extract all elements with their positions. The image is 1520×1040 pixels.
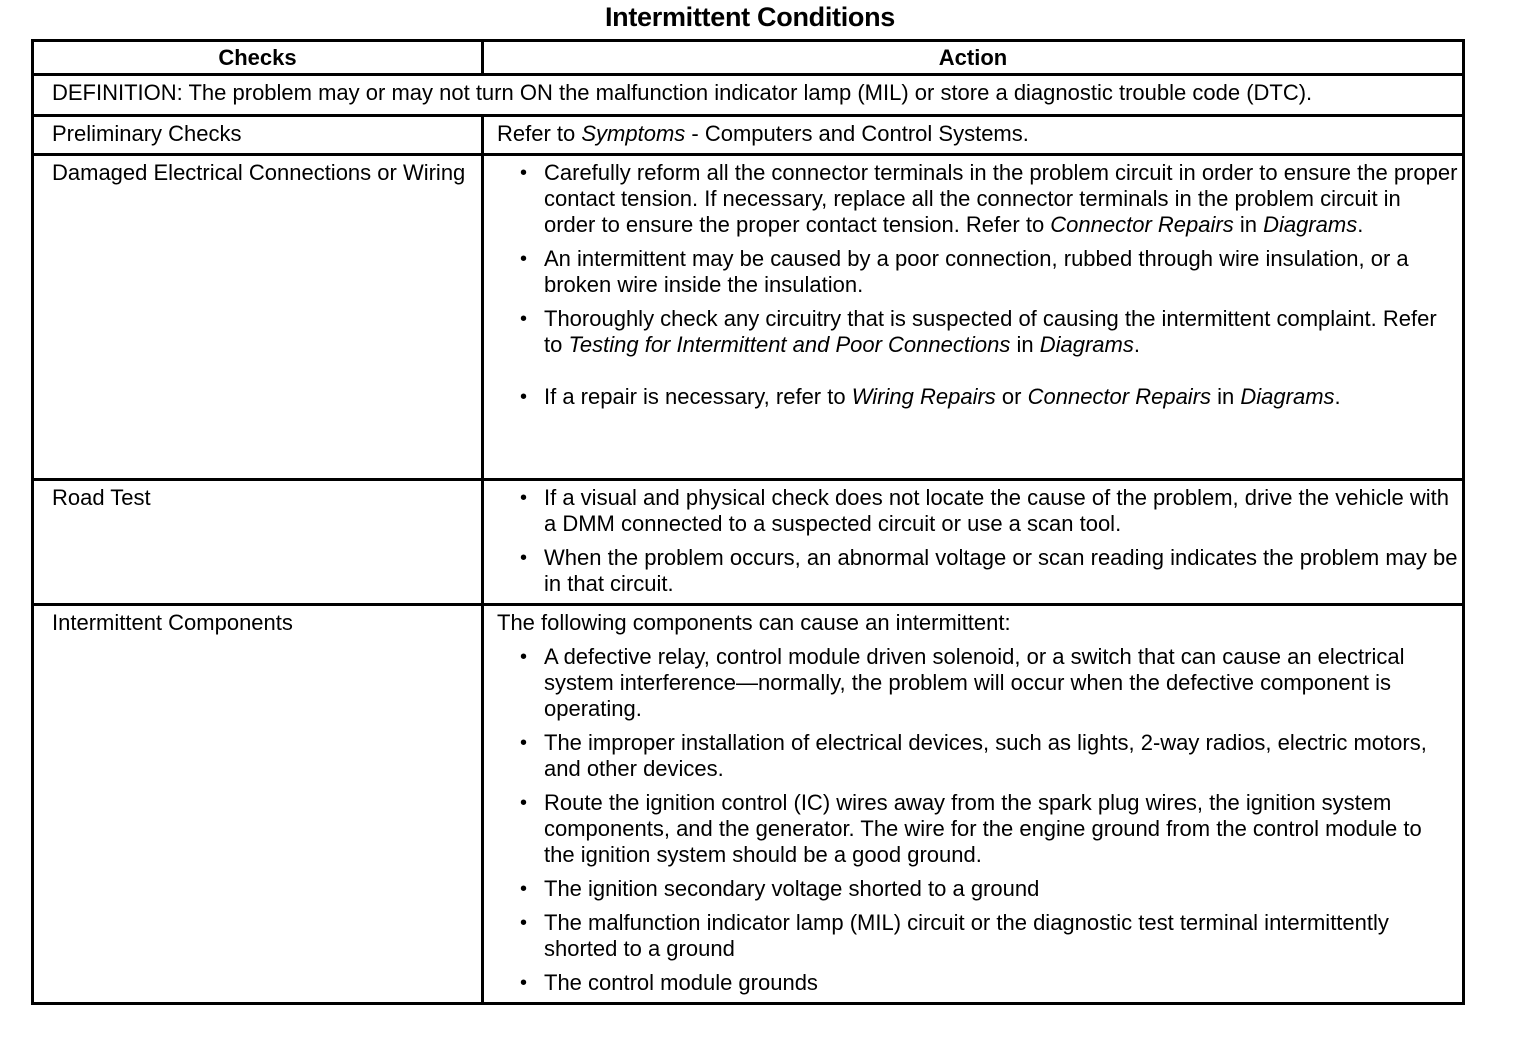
- list-item-text: [544, 485, 1449, 536]
- reference-text: Connector Repairs: [1050, 212, 1234, 237]
- list-item: [497, 306, 1458, 358]
- text-segment: A defective relay, control module driven solenoid, or a switch that can cause an electrical system interference—normally, the problem will occur when the defective component is operating.: [544, 644, 1405, 721]
- action-text: [497, 121, 1029, 146]
- bullet-icon: •: [520, 487, 528, 509]
- action-bullet-list: [497, 644, 1458, 996]
- list-item: [497, 876, 1458, 902]
- text-segment: If a visual and physical check does not locate the cause of the problem, drive the vehicle with a DMM connected to a suspected circuit or use a scan tool.: [544, 485, 1449, 536]
- text-segment: Thoroughly check any circuitry that is suspected of causing the intermittent complaint. Refer to: [544, 306, 1437, 357]
- action-cell: [483, 155, 1464, 480]
- bullet-icon: •: [520, 162, 528, 184]
- definition-row: [33, 75, 1464, 116]
- text-segment: When the problem occurs, an abnormal voltage or scan reading indicates the problem may be in that circuit.: [544, 545, 1458, 596]
- list-item-text: [544, 876, 1039, 901]
- bullet-icon: •: [520, 912, 528, 934]
- text-segment: .: [1133, 332, 1140, 357]
- text-segment: in: [1010, 332, 1040, 357]
- action-bullet-list: [497, 160, 1458, 410]
- check-label: Damaged Electrical Connections or Wiring: [33, 155, 483, 480]
- check-label: Preliminary Checks: [33, 116, 483, 155]
- bullet-icon: •: [520, 972, 528, 994]
- reference-text: Symptoms: [581, 121, 686, 146]
- list-item: [497, 730, 1458, 782]
- text-segment: An intermittent may be caused by a poor connection, rubbed through wire insulation, or a broken wire inside the insulation.: [544, 246, 1409, 297]
- bullet-icon: •: [520, 878, 528, 900]
- bullet-icon: •: [520, 646, 528, 668]
- list-item: [497, 790, 1458, 868]
- check-label: Road Test: [33, 480, 483, 605]
- table-row: [33, 116, 1464, 155]
- action-bullet-list: [497, 485, 1458, 597]
- bullet-icon: •: [520, 248, 528, 270]
- intermittent-conditions-table: [31, 39, 1465, 1005]
- reference-text: Testing for Intermittent and Poor Connections: [568, 332, 1011, 357]
- action-cell: [483, 480, 1464, 605]
- header-row: [33, 41, 1464, 75]
- bullet-icon: •: [520, 732, 528, 754]
- reference-text: Connector Repairs: [1027, 384, 1212, 409]
- reference-text: Diagrams: [1263, 212, 1358, 237]
- text-segment: .: [1357, 212, 1364, 237]
- text-segment: The malfunction indicator lamp (MIL) circuit or the diagnostic test terminal intermittently shorted to a ground: [544, 910, 1389, 961]
- text-segment: The ignition secondary voltage shorted to a ground: [544, 876, 1040, 901]
- bullet-icon: •: [520, 792, 528, 814]
- list-item-text: [544, 910, 1389, 961]
- list-item-text: [544, 384, 1341, 409]
- text-segment: in: [1233, 212, 1264, 237]
- list-item: [497, 970, 1458, 996]
- text-segment: The improper installation of electrical devices, such as lights, 2-way radios, electric motors, and other devices.: [544, 730, 1427, 781]
- text-segment: - Computers and Control Systems.: [685, 121, 1029, 146]
- table-row: [33, 155, 1464, 480]
- reference-text: Wiring Repairs: [851, 384, 996, 409]
- check-label: Intermittent Components: [33, 605, 483, 1004]
- list-item: [497, 246, 1458, 298]
- action-cell: [483, 116, 1464, 155]
- bullet-icon: •: [520, 386, 528, 408]
- text-segment: in: [1211, 384, 1241, 409]
- reference-text: Diagrams: [1039, 332, 1134, 357]
- list-item: [497, 384, 1458, 410]
- list-item-text: [544, 644, 1405, 721]
- text-segment: Refer to: [497, 121, 582, 146]
- list-item-text: [544, 246, 1409, 297]
- text-segment: Carefully reform all the connector terminals in the problem circuit in order to ensure the proper contact tension. If necessary, replace all the connector terminals in the problem circuit in order to ensure the proper contact tension. Refer to: [544, 160, 1458, 237]
- list-item-text: [544, 545, 1458, 596]
- text-segment: If a repair is necessary, refer to: [544, 384, 852, 409]
- list-item: [497, 545, 1458, 597]
- table-row: [33, 480, 1464, 605]
- header-action: Action: [483, 41, 1464, 75]
- bullet-icon: •: [520, 547, 528, 569]
- definition-text: DEFINITION: The problem may or may not turn ON the malfunction indicator lamp (MIL) or store a diagnostic trouble code (DTC).: [33, 75, 1464, 116]
- table-row: [33, 605, 1464, 1004]
- list-item: [497, 160, 1458, 238]
- header-checks: Checks: [33, 41, 483, 75]
- document-title: Intermittent Conditions: [604, 2, 896, 32]
- text-segment: Route the ignition control (IC) wires away from the spark plug wires, the ignition system components, and the generator. The wire for the engine ground from the control module to the ignition system should be a good ground.: [544, 790, 1422, 867]
- list-item: [497, 485, 1458, 537]
- action-cell: [483, 605, 1464, 1004]
- list-item: [497, 910, 1458, 962]
- bullet-icon: •: [520, 308, 528, 330]
- text-segment: The control module grounds: [544, 970, 818, 995]
- list-item-text: [544, 306, 1437, 357]
- reference-text: Diagrams: [1240, 384, 1335, 409]
- list-item-text: [544, 790, 1422, 867]
- text-segment: or: [995, 384, 1028, 409]
- text-segment: .: [1334, 384, 1341, 409]
- list-item-text: [544, 160, 1457, 237]
- list-item-text: [544, 730, 1427, 781]
- action-lead-text: The following components can cause an intermittent:: [497, 610, 1011, 635]
- list-item-text: [544, 970, 818, 995]
- list-item: [497, 644, 1458, 722]
